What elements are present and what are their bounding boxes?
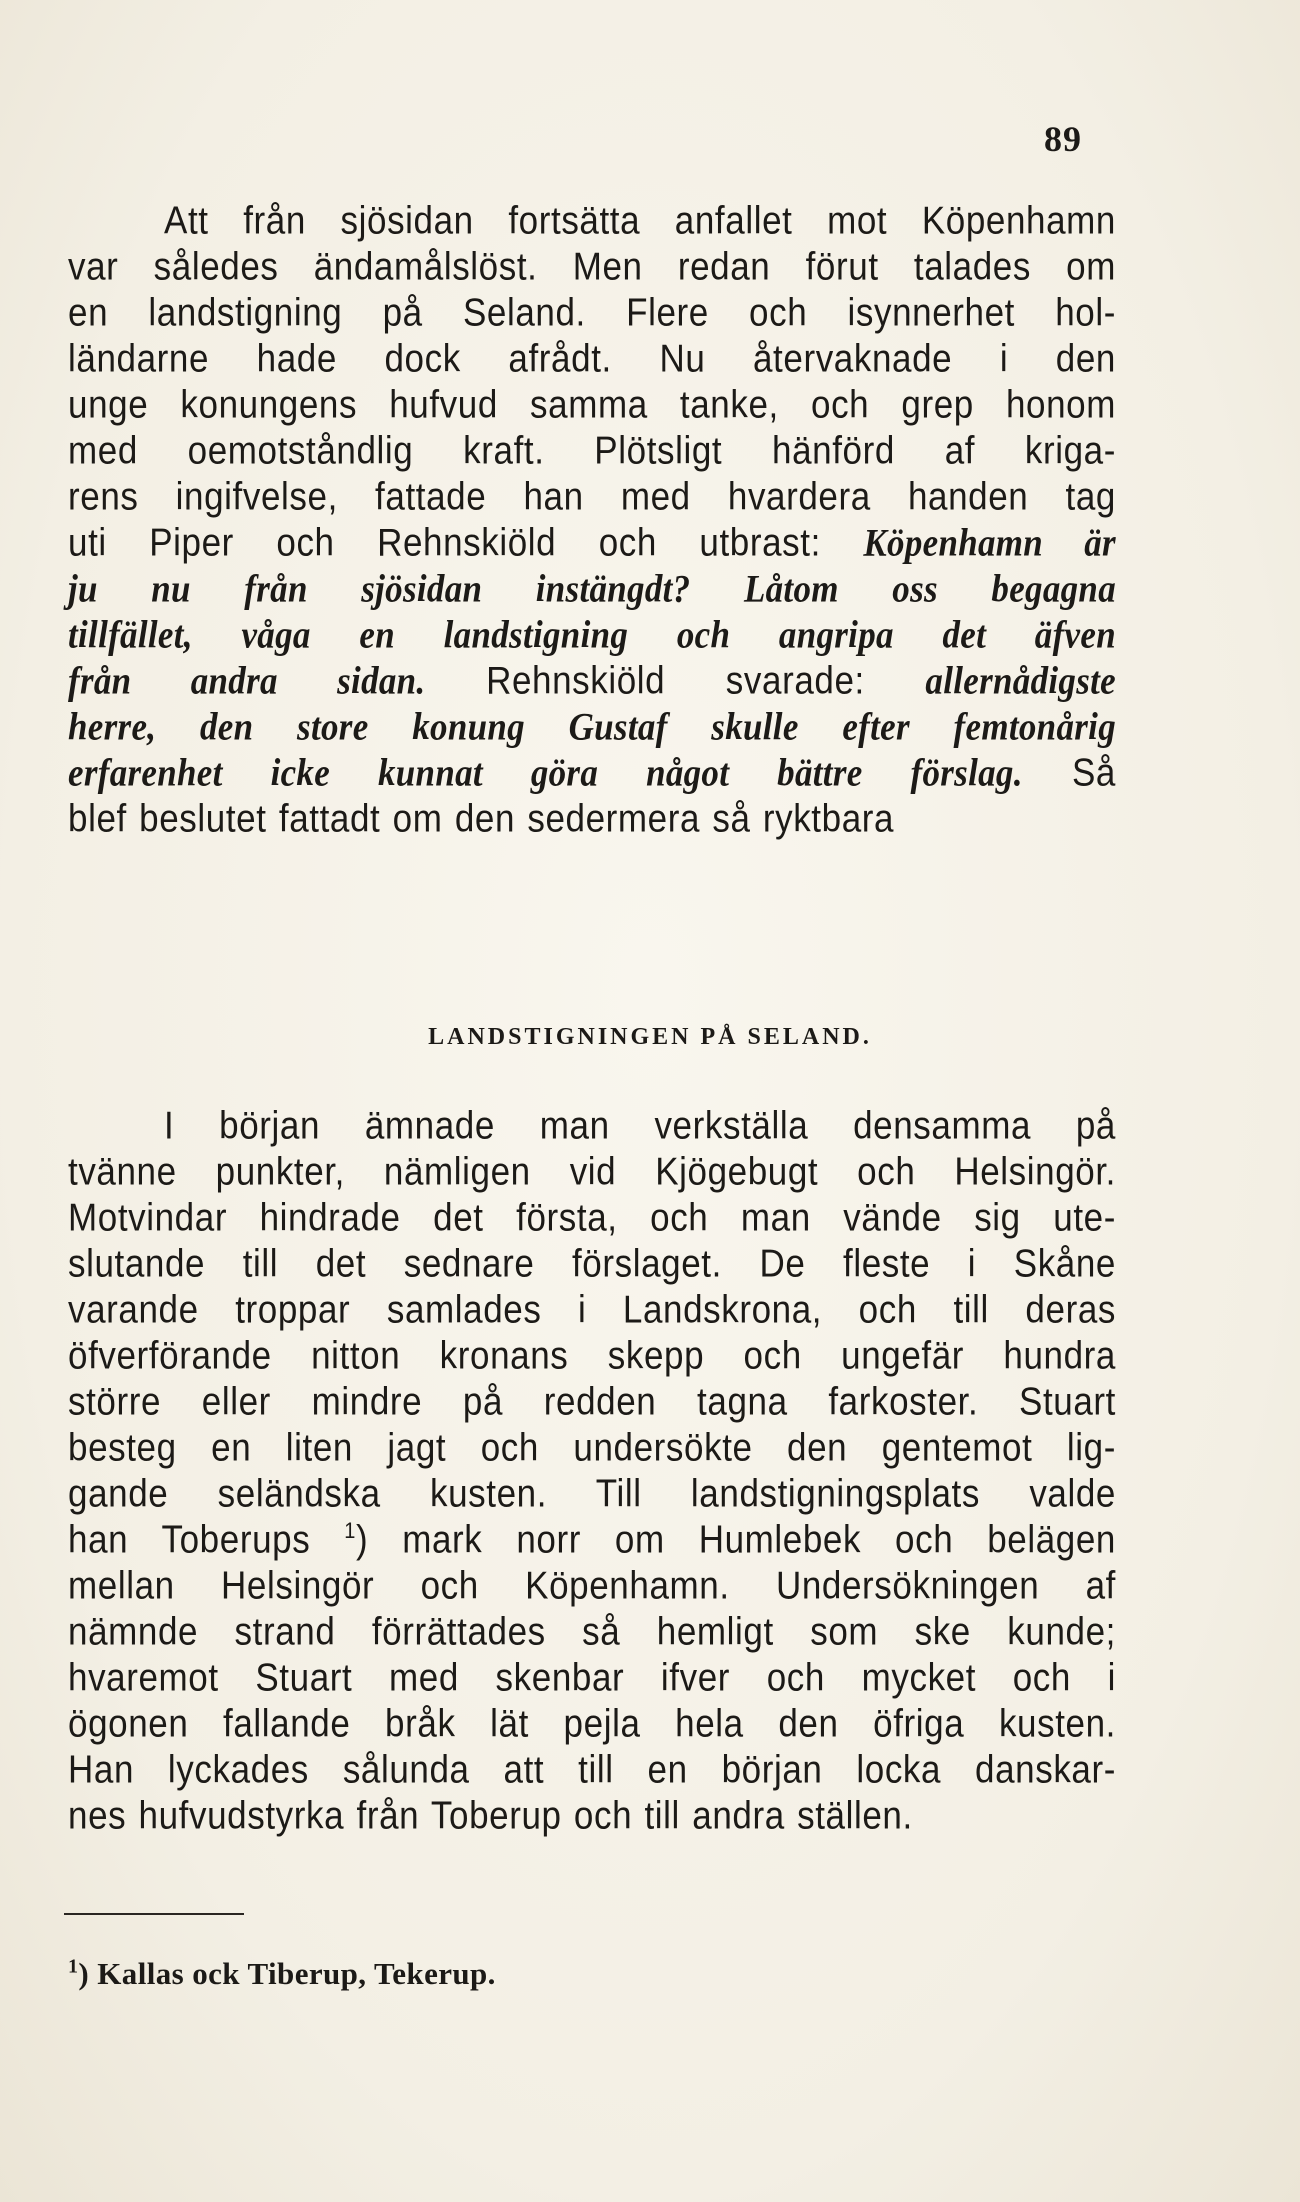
text-run: allernådigste bbox=[925, 658, 1116, 703]
text-run: större eller mindre på redden tagna farkoster. Stuart bbox=[68, 1379, 1116, 1424]
text-line bbox=[68, 1376, 1116, 1428]
text-run: I början ämnade man verkställa densamma på bbox=[164, 1103, 1116, 1148]
text-line bbox=[68, 379, 1116, 431]
text-line bbox=[68, 1192, 1116, 1244]
text-line bbox=[68, 609, 1116, 661]
text-run: gande seländska kusten. Till landstigningsplats valde bbox=[68, 1471, 1116, 1516]
text-line bbox=[68, 517, 1116, 569]
text-run: blef beslutet fattadt om den sedermera så ryktbara bbox=[68, 796, 895, 841]
text-run: slutande till det sednare förslaget. De fleste i Skåne bbox=[68, 1241, 1116, 1286]
text-run: mellan Helsingör och Köpenhamn. Undersökningen af bbox=[68, 1563, 1116, 1608]
text-line bbox=[68, 701, 1116, 753]
text-run: tvänne punkter, nämligen vid Kjögebugt och Helsingör. bbox=[68, 1149, 1116, 1194]
text-line bbox=[68, 1560, 1116, 1612]
text-line bbox=[68, 1606, 1116, 1658]
text-line bbox=[68, 1698, 1116, 1750]
text-run: från andra sidan. bbox=[68, 658, 426, 703]
text-line bbox=[68, 195, 1116, 247]
text-run: unge konungens hufvud samma tanke, och grep honom bbox=[68, 382, 1116, 427]
text-run: en landstigning på Seland. Flere och isynnerhet hol- bbox=[68, 290, 1116, 335]
text-line bbox=[68, 1146, 1116, 1198]
text-line bbox=[68, 1514, 1116, 1566]
text-run: med oemotståndlig kraft. Plötsligt hänförd af kriga- bbox=[68, 428, 1116, 473]
footnote-text: ) Kallas ock Tiberup, Tekerup. bbox=[78, 1956, 496, 1991]
text-line bbox=[68, 1652, 1116, 1704]
text-run: Rehnskiöld svarade: bbox=[425, 658, 926, 703]
text-line bbox=[68, 425, 1116, 477]
text-run: öfverförande nitton kronans skepp och ungefär hundra bbox=[68, 1333, 1116, 1378]
text-run: nes hufvudstyrka från Toberup och till andra ställen. bbox=[68, 1793, 913, 1838]
text-line bbox=[68, 241, 1116, 293]
text-run: ländarne hade dock afrådt. Nu återvaknade i den bbox=[68, 336, 1116, 381]
text-line bbox=[68, 1284, 1116, 1336]
section-heading: LANDSTIGNINGEN PÅ SELAND. bbox=[428, 1024, 872, 1050]
footnote-divider bbox=[64, 1913, 244, 1915]
text-run: tillfället, våga en landstigning och angripa det äfven bbox=[68, 612, 1116, 657]
text-run: ögonen fallande bråk lät pejla hela den öfriga kusten. bbox=[68, 1701, 1116, 1746]
text-run: besteg en liten jagt och undersökte den gentemot lig- bbox=[68, 1425, 1116, 1470]
paragraph-1 bbox=[68, 198, 1116, 842]
text-run: rens ingifvelse, fattade han med hvardera handen tag bbox=[68, 474, 1116, 519]
text-run: Att från sjösidan fortsätta anfallet mot Köpenhamn bbox=[164, 198, 1116, 243]
text-run: Köpenhamn är bbox=[863, 520, 1116, 565]
text-line bbox=[68, 1468, 1116, 1520]
text-run: erfarenhet icke kunnat göra något bättre förslag. bbox=[68, 750, 1023, 795]
text-run: varande troppar samlades i Landskrona, och till deras bbox=[68, 1287, 1116, 1332]
footnote-marker: 1 bbox=[68, 1955, 79, 1978]
paragraph-2 bbox=[68, 1103, 1116, 1839]
text-run: nämnde strand förrättades så hemligt som ske kunde; bbox=[68, 1609, 1116, 1654]
text-run: ) mark norr om Humlebek och belägen bbox=[356, 1517, 1116, 1562]
text-line bbox=[68, 793, 1116, 845]
text-line bbox=[68, 287, 1116, 339]
footnote-reference: 1 bbox=[344, 1519, 356, 1544]
text-line bbox=[68, 1790, 1116, 1842]
text-run: ju nu från sjösidan instängdt? Låtom oss begagna bbox=[68, 566, 1116, 611]
text-run: han Toberups bbox=[68, 1517, 345, 1562]
text-run: var således ändamålslöst. Men redan förut talades om bbox=[68, 244, 1116, 289]
text-run: Han lyckades sålunda att till en början locka danskar- bbox=[68, 1747, 1116, 1792]
text-line bbox=[68, 1100, 1116, 1152]
page-number: 89 bbox=[1044, 119, 1082, 159]
text-run: Så bbox=[1022, 750, 1116, 795]
text-line bbox=[68, 1744, 1116, 1796]
text-run: herre, den store konung Gustaf skulle efter femtonårig bbox=[68, 704, 1116, 749]
text-line bbox=[68, 471, 1116, 523]
text-line bbox=[68, 1238, 1116, 1290]
text-line bbox=[68, 1422, 1116, 1474]
text-line bbox=[68, 1330, 1116, 1382]
text-line bbox=[68, 333, 1116, 385]
text-run: uti Piper och Rehnskiöld och utbrast: bbox=[68, 520, 864, 565]
text-run: hvaremot Stuart med skenbar ifver och mycket och i bbox=[68, 1655, 1116, 1700]
footnote bbox=[68, 1956, 496, 1992]
text-line bbox=[68, 563, 1116, 615]
text-line bbox=[68, 655, 1116, 707]
text-run: Motvindar hindrade det första, och man vände sig ute- bbox=[68, 1195, 1116, 1240]
text-line bbox=[68, 747, 1116, 799]
